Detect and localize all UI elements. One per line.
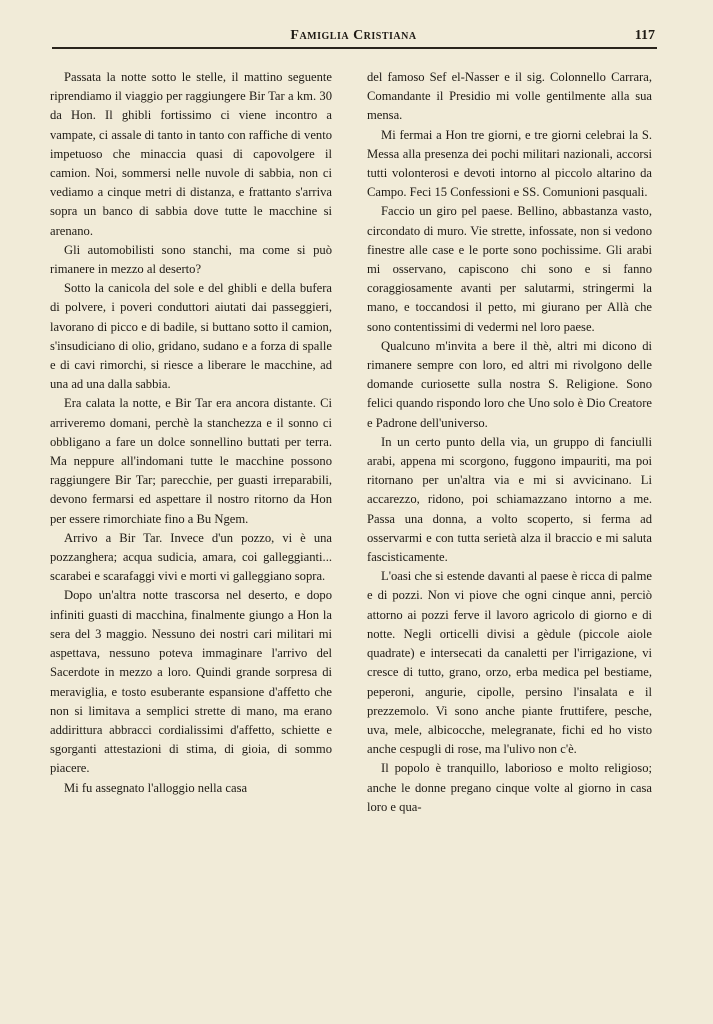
paragraph: Era calata la notte, e Bir Tar era ancora distante. Ci arriveremo domani, perchè la stanchezza e il sonno ci obbligano a fare un dolce sonnellino buttati per terra. Ma neppure all'indomani tutte le macchine possono raggiungere Bir Tar; parecchie, per guasti irreparabili, devono fermarsi ed aspettare il nostro ritorno da Hon per essere rimorchiate fino a Bu Ngem. [50, 396, 332, 526]
page-number: 117 [634, 28, 655, 43]
paragraph: Dopo un'altra notte trascorsa nel deserto, e dopo infiniti guasti di macchina, finalmente giungo a Hon la sera del 3 maggio. Nessuno dei nostri cari militari mi aspettava, nessuno poteva immaginare l'arrivo del Sacerdote in mezzo a loro. Quindi grande sorpresa di meraviglia, e tosto esuberante espansione d'affetto che non si limitava a semplici strette di mano, ma erano addirittura abbracci cordialissimi d'affetto, schiette e sgorganti attestazioni di stima, di gioia, di sommo piacere. [50, 588, 332, 776]
paragraph: Mi fu assegnato l'alloggio nella casa [64, 780, 248, 795]
paragraph: In un certo punto della via, un gruppo di fanciulli arabi, appena mi scorgono, fuggono impauriti, ma poi ritornano per un'altra via e mi si avvicinano. Li accarezzo, ridono, poi schiamazzano intorno a me. Passa una donna, a volto scoperto, si ferma ad osservarmi e con tutta serietà alza il braccio e mi saluta fascisticamente. [367, 434, 652, 565]
paragraph: Sotto la canicola del sole e del ghibli e della bufera di polvere, i poveri conduttori aiutati dai passeggieri, lavorano di picco e di badile, si buttano sotto il camion, s'insudiciano di olio, gridano, sudano e a forza di spalle e di cavi rimorchi, si riesce a liberare le macchine, ad una ad una dalla sabbia. [50, 281, 332, 392]
paragraph: Arrivo a Bir Tar. Invece d'un pozzo, vi è una pozzanghera; acqua sudicia, amara, coi galleggianti... scarabei e scarafaggi vivi e morti vi galleggiano sopra. [50, 530, 332, 584]
paragraph: Gli automobilisti sono stanchi, ma come si può rimanere in mezzo al deserto? [50, 242, 332, 277]
right-column [367, 68, 652, 817]
paragraph-continued: del famoso Sef el-Nasser e il sig. Colonnello Carrara, Comandante il Presidio mi volle gentilmente alla sua mensa. [367, 70, 652, 123]
paragraph: Qualcuno m'invita a bere il thè, altri mi dicono di rimanere sempre con loro, ed altri mi rivolgono delle domande curiosette sulla nostra S. Religione. Sono felici quando rispondo loro che Uno solo è Dio Creatore e Padrone dell'universo. [367, 338, 652, 430]
header-rule [52, 47, 657, 49]
paragraph: Il popolo è tranquillo, laborioso e molto religioso; anche le donne pregano cinque volte al giorno in casa loro e qua- [367, 761, 652, 814]
left-column [50, 68, 332, 798]
paragraph: Mi fermai a Hon tre giorni, e tre giorni celebrai la S. Messa alla presenza dei pochi militari nazionali, accorsi tutti volonterosi e devoti intorno al piccolo altarino da Campo. Feci 15 Confessioni e SS. Comunioni pasquali. [367, 127, 652, 200]
paragraph: Faccio un giro pel paese. Bellino, abbastanza vasto, circondato di muro. Vie strette, infossate, non si vedono finestre alle case e le porte sono pochissime. Gli arabi mi osservano, capiscono chi sono e si fanno coraggiosamente avanti per salutarmi, stringermi la mano, e toccandosi il petto, mi giurano per Allà che sono contentissimi di vedermi nel loro paese. [367, 204, 652, 334]
running-title: Famiglia Cristiana [290, 28, 417, 43]
paragraph: Passata la notte sotto le stelle, il mattino seguente riprendiamo il viaggio per raggiungere Bir Tar a km. 30 da Hon. Il ghibli fortissimo ci viene incontro a vampate, ci assale di tanto in tanto con raffiche di vento impetuoso che minaccia quasi di capovolgere il camion. Noi, sommersi nelle nuvole di sabbia, non ci vediamo a cinque metri di distanza, e frattanto s'arriva sopra un banco di sabbia dove tutte le macchine si arenano. [50, 70, 332, 238]
paragraph: L'oasi che si estende davanti al paese è ricca di palme e di pozzi. Non vi piove che ogni cinque anni, perciò attorno ai pozzi ferve il lavoro agricolo di giorno e di notte. Negli orticelli divisi a gèdule (piccole aiole quadrate) e intersecati da canaletti per l'irrigazione, vi cresce di tutto, grano, orzo, erba medica pel bestiame, peperoni, angurie, cipolle, persino l'insalata e il prezzemolo. Vi sono anche piante fruttifere, pesche, uva, mele, albicocche, melegranate, fichi ed ho visto anche cespugli di rose, ma l'ulivo non c'è. [367, 569, 652, 757]
